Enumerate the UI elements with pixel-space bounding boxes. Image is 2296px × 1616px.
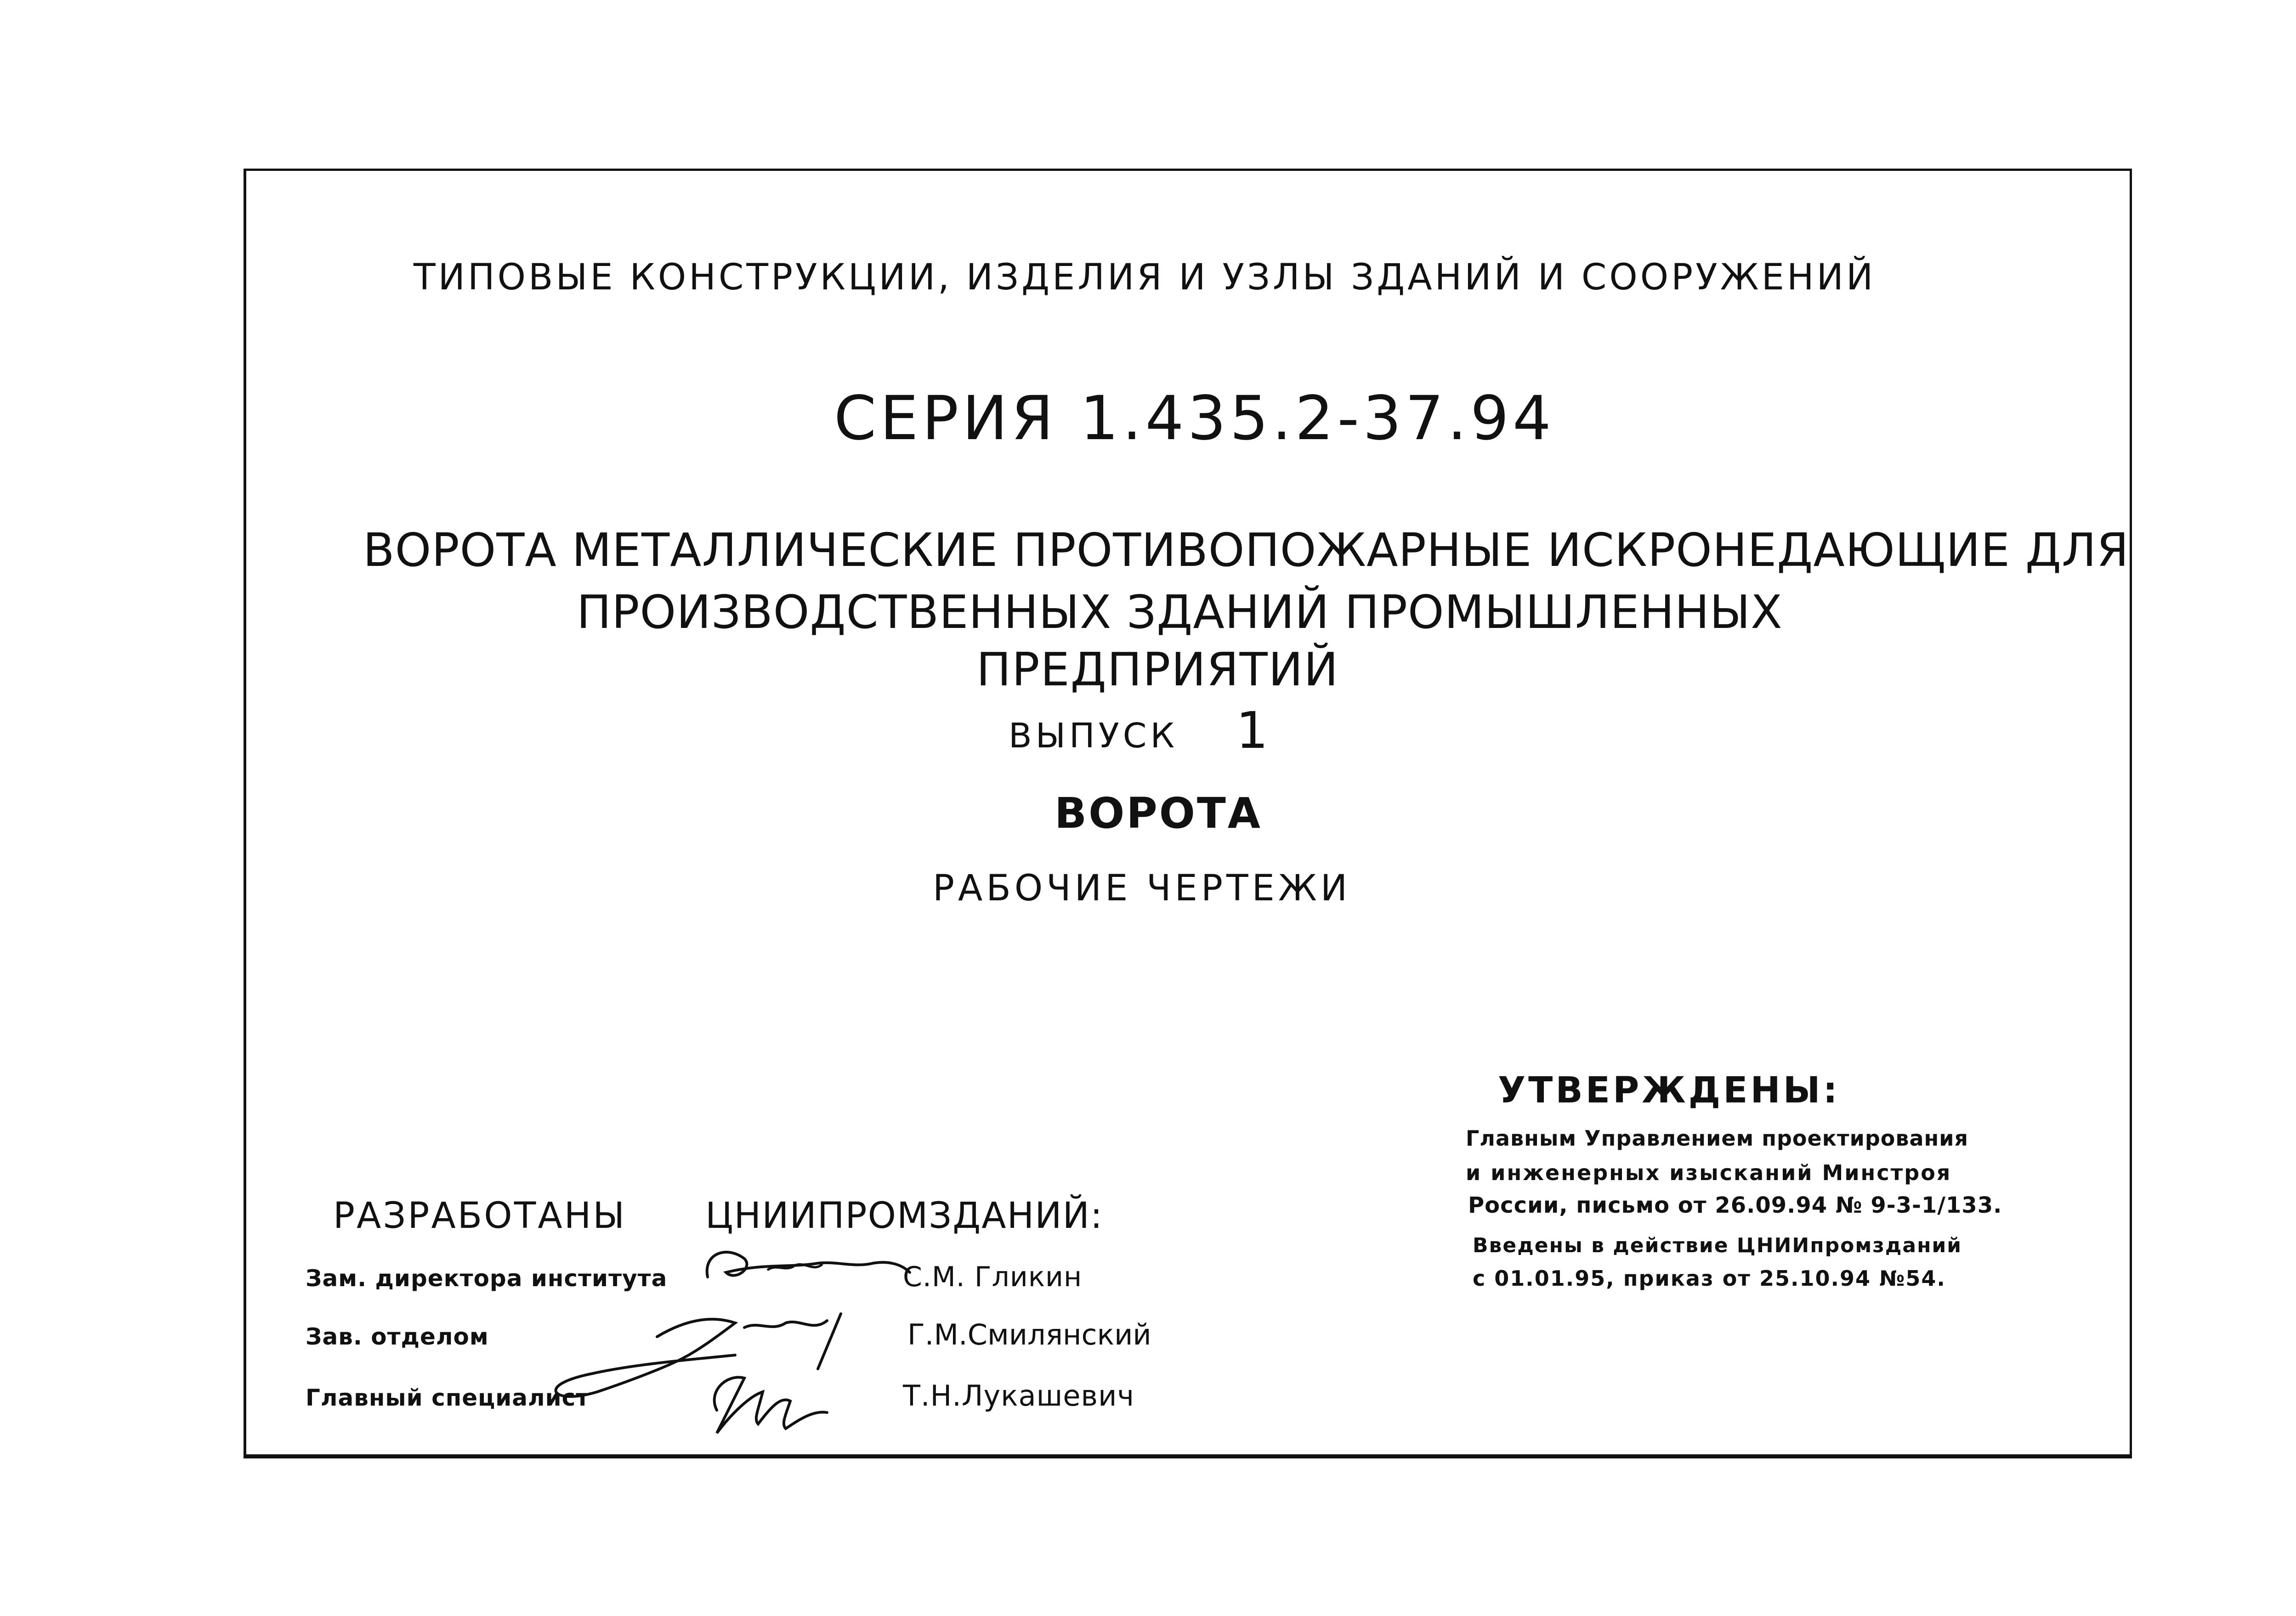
- approved-heading: УТВЕРЖДЕНЫ:: [1498, 1070, 1840, 1111]
- staff-name-3: Т.Н.Лукашевич: [903, 1379, 1135, 1413]
- issue-label: ВЫПУСК: [1009, 716, 1179, 756]
- collection-title: ТИПОВЫЕ КОНСТРУКЦИИ, ИЗДЕЛИЯ И УЗЛЫ ЗДАНИЙ И СООРУЖЕНИЙ: [414, 257, 1876, 298]
- title-line-3: ПРЕДПРИЯТИЙ: [976, 643, 1339, 696]
- approved-line-5: с 01.01.95, приказ от 25.10.94 №54.: [1473, 1266, 1946, 1291]
- approved-line-4: Введены в действие ЦНИИпромзданий: [1473, 1234, 1962, 1257]
- staff-name-2: Г.М.Смилянский: [907, 1318, 1151, 1351]
- issue-number: 1: [1236, 701, 1269, 760]
- developed-organization: ЦНИИПРОМЗДАНИЙ:: [705, 1195, 1104, 1237]
- signature-chief-specialist: [689, 1360, 836, 1442]
- subject-title: ВОРОТА: [1054, 789, 1262, 838]
- staff-role-2: Зав. отделом: [306, 1323, 489, 1350]
- approved-line-1: Главным Управлением проектирования: [1466, 1126, 1969, 1151]
- title-line-2: ПРОИЗВОДСТВЕННЫХ ЗДАНИЙ ПРОМЫШЛЕННЫХ: [577, 585, 1783, 639]
- title-line-1: ВОРОТА МЕТАЛЛИЧЕСКИЕ ПРОТИВОПОЖАРНЫЕ ИСКРОНЕДАЮЩИЕ ДЛЯ: [363, 523, 2129, 577]
- developed-label: РАЗРАБОТАНЫ: [333, 1195, 627, 1237]
- approved-line-2: и инженерных изысканий Минстроя: [1466, 1160, 1952, 1185]
- document-type: РАБОЧИЕ ЧЕРТЕЖИ: [933, 868, 1351, 909]
- staff-name-1: С.М. Гликин: [903, 1261, 1083, 1293]
- signature-deputy-director: [698, 1236, 919, 1300]
- staff-role-1: Зам. директора института: [306, 1265, 668, 1292]
- series-number: СЕРИЯ 1.435.2-37.94: [834, 383, 1555, 454]
- approved-line-3: России, письмо от 26.09.94 № 9-3-1/133.: [1468, 1192, 2002, 1218]
- staff-role-3: Главный специалист: [306, 1384, 590, 1411]
